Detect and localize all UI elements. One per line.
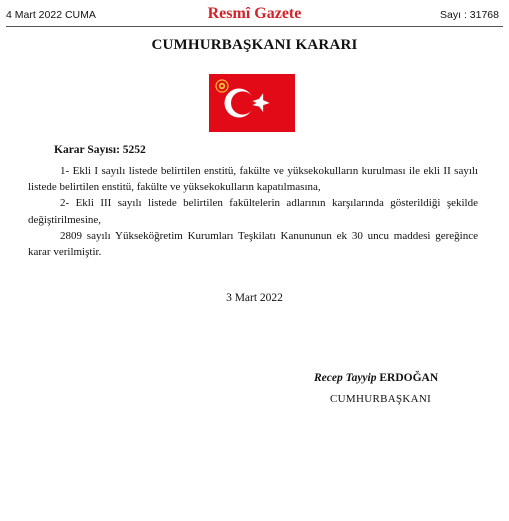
gazette-header xyxy=(0,0,509,28)
paragraph-3: 2809 sayılı Yükseköğretim Kurumları Teşkilatı Kanununun ek 30 uncu maddesi gereğince karar verilmiştir. xyxy=(28,229,478,259)
publication-date: 4 Mart 2022 CUMA xyxy=(6,9,96,21)
crescent-inner xyxy=(231,91,254,114)
signer-first-name: Recep Tayyip xyxy=(314,372,377,384)
signature-date: 3 Mart 2022 xyxy=(226,292,283,304)
paragraph-1: 1- Ekli I sayılı listede belirtilen enstitü, fakülte ve yüksekokulların kurulması ile ekli II sayılı listede belirtilen enstitü, fakülte ve yüksekokulların kapatılmasına, xyxy=(28,165,478,194)
signer-surname: ERDOĞAN xyxy=(379,372,439,384)
turkish-flag-icon xyxy=(209,74,295,132)
signer-title: CUMHURBAŞKANI xyxy=(330,393,432,405)
issue-number: Sayı : 31768 xyxy=(440,9,499,21)
header-divider xyxy=(6,26,503,27)
document-title: CUMHURBAŞKANI KARARI xyxy=(151,37,358,53)
signer-name xyxy=(314,372,438,384)
gazette-title: Resmî Gazete xyxy=(207,5,302,22)
decision-body xyxy=(28,163,478,260)
paragraph-2: 2- Ekli III sayılı listede belirtilen fakültelerin adlarının karşılarında gösterildiği şekilde değiştirilmesine, xyxy=(28,197,478,226)
decision-number: Karar Sayısı: 5252 xyxy=(54,144,146,156)
